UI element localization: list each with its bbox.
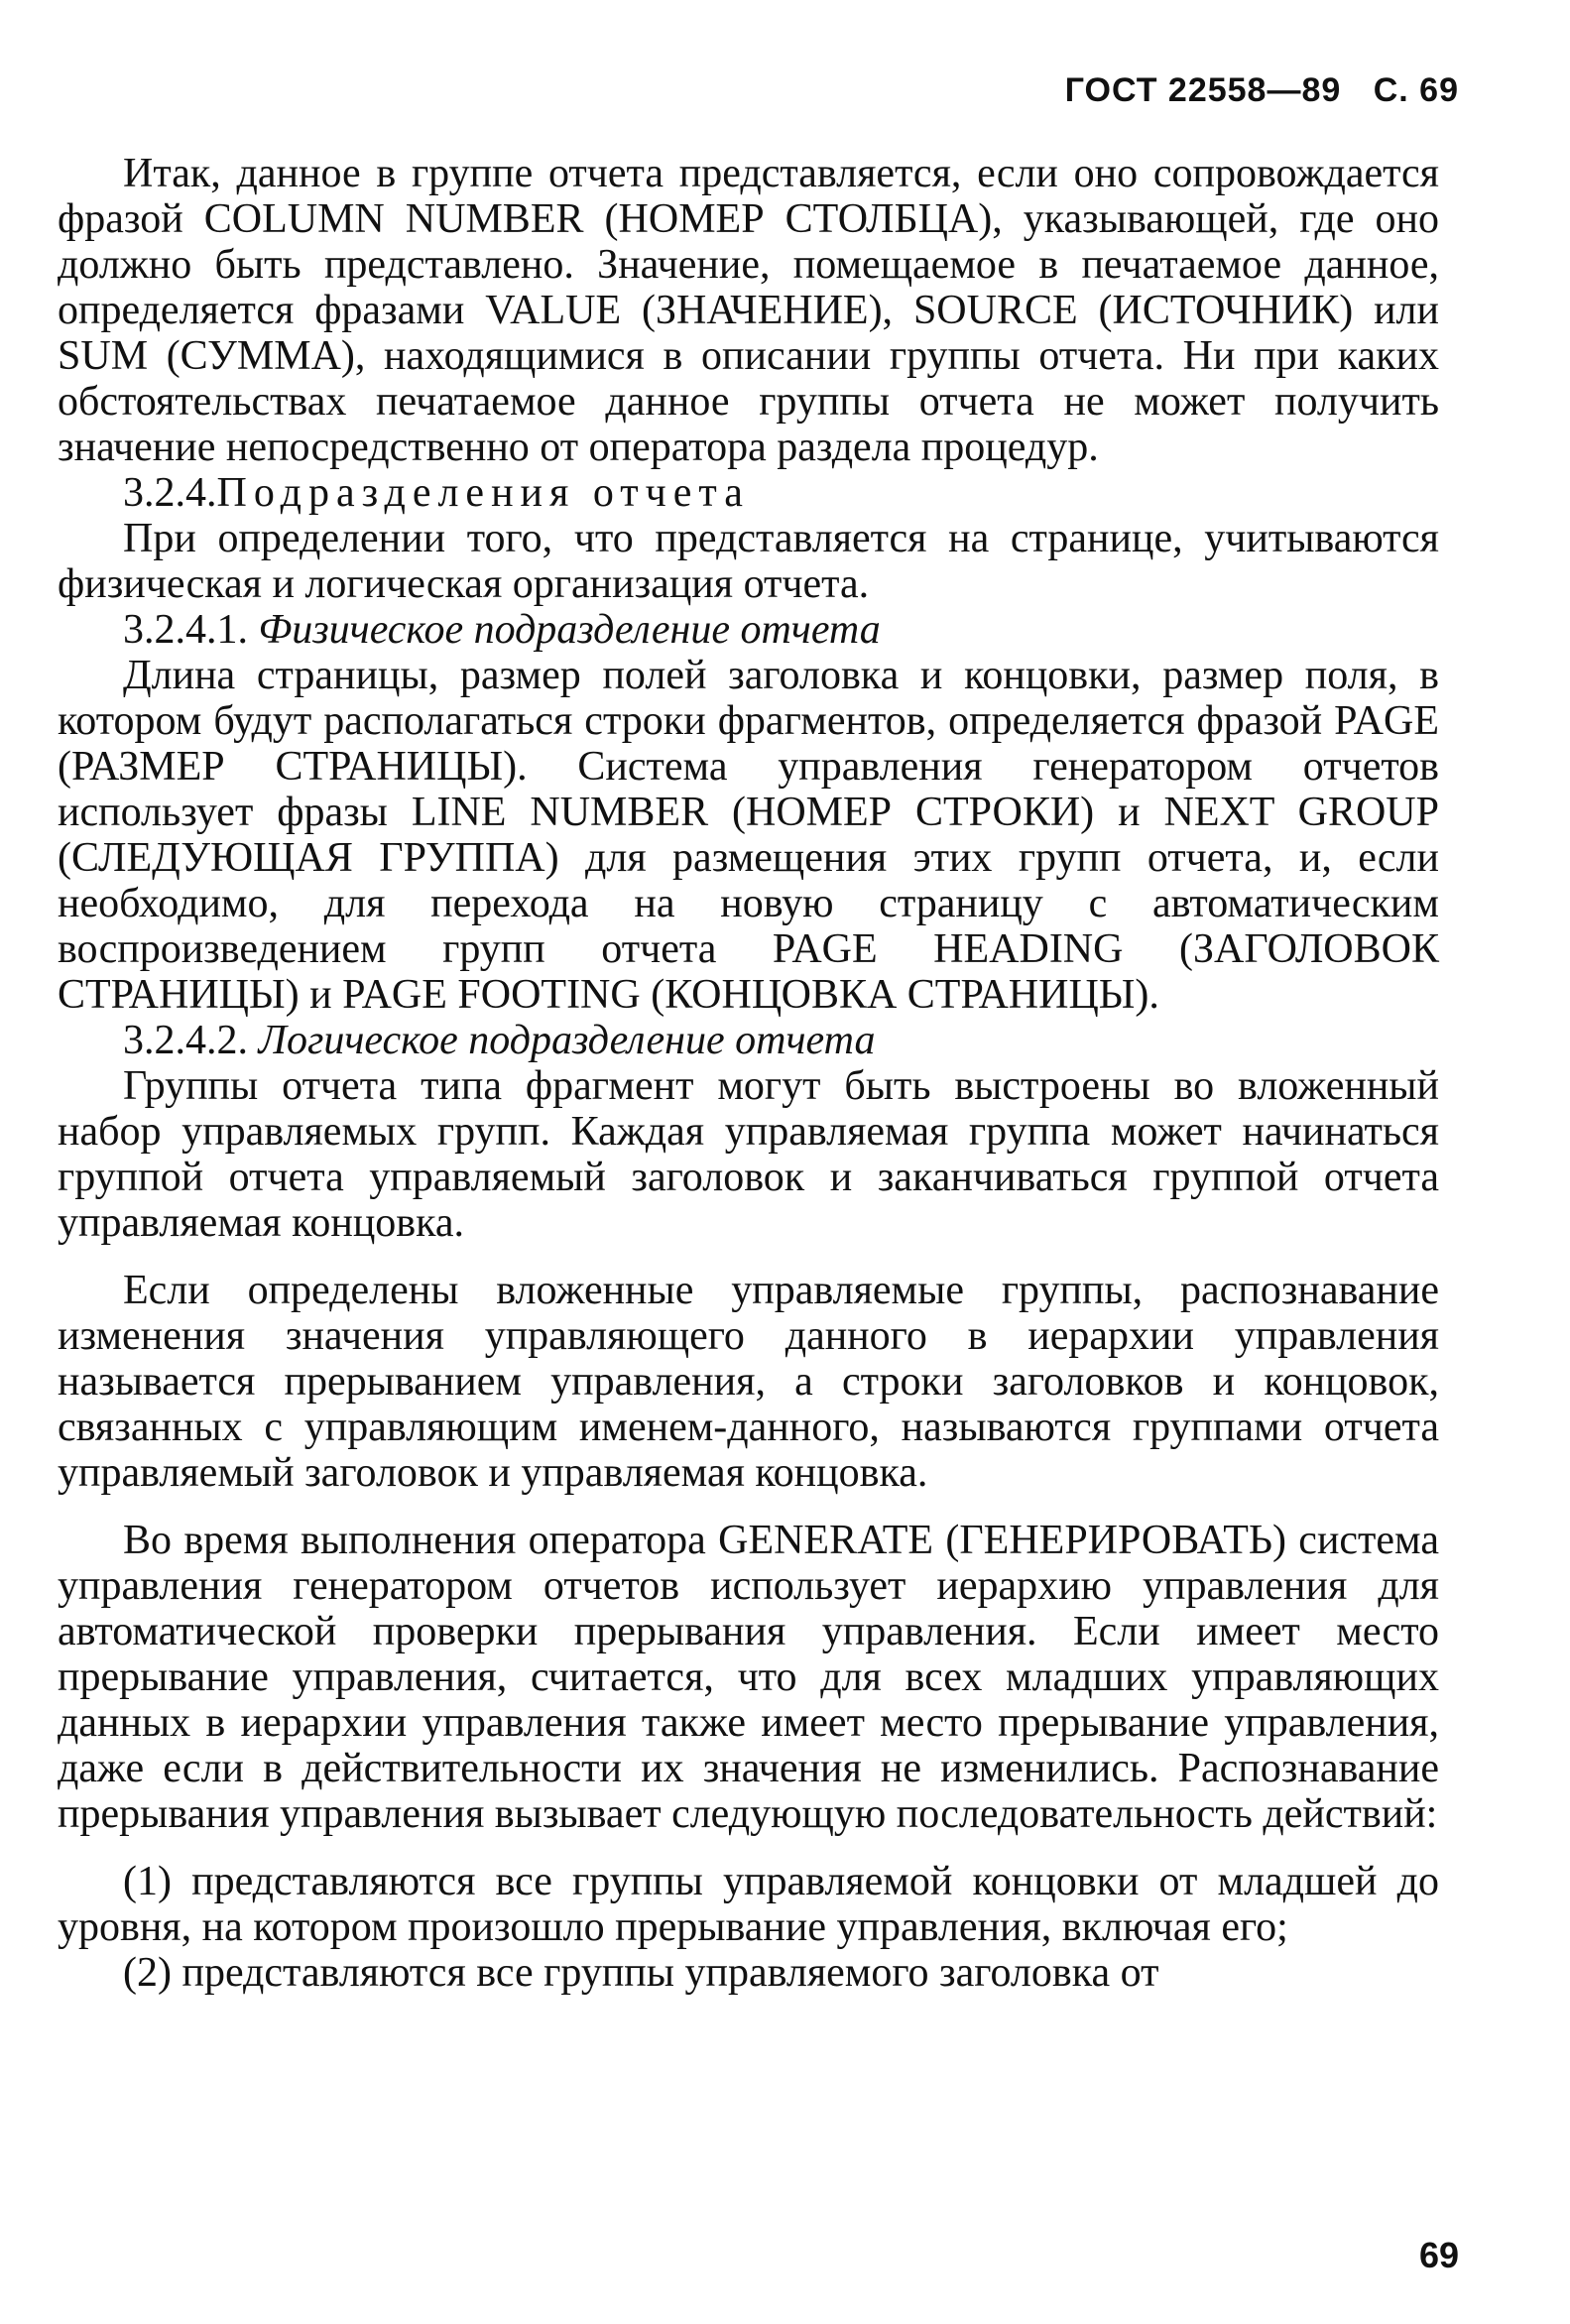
paragraph-generate: Во время выполнения оператора GENERATE (ГЕНЕРИРОВАТЬ) система управления генератором отчетов использует иерархию управления для автоматической проверки прерывания управления. Если имеет место прерывание управления, считается, что для всех младших управляющих данных в иерархии управления также имеет место прерывание управления, даже если в действительности их значения не изменились. Распознавание прерывания управления вызывает следующую последовательность действий: <box>58 1518 1439 1837</box>
section-title: Физическое подразделение отчета <box>258 607 881 653</box>
section-heading-3-2-4-1 <box>58 607 1439 653</box>
running-header <box>1065 71 1459 110</box>
section-heading-3-2-4-2 <box>58 1018 1439 1063</box>
page-body <box>58 151 1439 1996</box>
paragraph-column-number: Итак, данное в группе отчета представляется, если оно сопровождается фразой COLUMN NUMBER (НОМЕР СТОЛБЦА), указывающей, где оно должно быть представлено. Значение, помещаемое в печатаемое данное, определяется фразами VALUE (ЗНАЧЕНИЕ), SOURCE (ИСТОЧНИК) или SUM (СУММА), находящимися в описании группы отчета. Ни при каких обстоятельствах печатаемое данное группы отчета не может получить значение непосредственно от оператора раздела процедур. <box>58 151 1439 470</box>
section-number: 3.2.4.1. <box>123 607 248 653</box>
paragraph-control-groups: Группы отчета типа фрагмент могут быть выстроены во вложенный набор управляемых групп. Каждая управляемая группа может начинаться группой отчета управляемый заголовок и заканчиваться группой отчета управляемая концовка. <box>58 1063 1439 1246</box>
paragraph-physical: Длина страницы, размер полей заголовка и концовки, размер поля, в котором будут располагаться строки фрагментов, определяется фразой PAGE (РАЗМЕР СТРАНИЦЫ). Система управления генератором отчетов использует фразы LINE NUMBER (НОМЕР СТРОКИ) и NEXT GROUP (СЛЕДУЮЩАЯ ГРУППА) для размещения этих групп отчета, и, если необходимо, для перехода на новую страницу с автоматическим воспроизведением групп отчета PAGE HEADING (ЗАГОЛОВОК СТРАНИЦЫ) и PAGE FOOTING (КОНЦОВКА СТРАНИЦЫ). <box>58 653 1439 1018</box>
list-item-2: (2) представляются все группы управляемого заголовка от <box>123 1950 1159 1996</box>
standard-number: ГОСТ 22558—89 <box>1064 71 1342 109</box>
section-title: Логическое подразделение отчета <box>258 1018 876 1063</box>
list-item-1: (1) представляются все группы управляемой концовки от младшей до уровня, на котором произошло прерывание управления, включая его; <box>58 1859 1439 1950</box>
page-number: 69 <box>1418 2235 1459 2275</box>
paragraph-control-break: Если определены вложенные управляемые группы, распознавание изменения значения управляющего данного в иерархии управления называется прерыванием управления, а строки заголовков и концовок, связанных с управляющим именем-данного, называются группами отчета управляемый заголовок и управляемая концовка. <box>58 1268 1439 1496</box>
section-heading-3-2-4 <box>58 470 1439 516</box>
section-number: 3.2.4. <box>123 470 217 516</box>
paragraph-page-organization: При определении того, что представляется на странице, учитываются физическая и логическая организация отчета. <box>58 516 1439 607</box>
header-page-label: С. 69 <box>1373 71 1459 109</box>
section-number: 3.2.4.2. <box>123 1018 248 1063</box>
section-title: Подразделения отчета <box>216 470 750 516</box>
